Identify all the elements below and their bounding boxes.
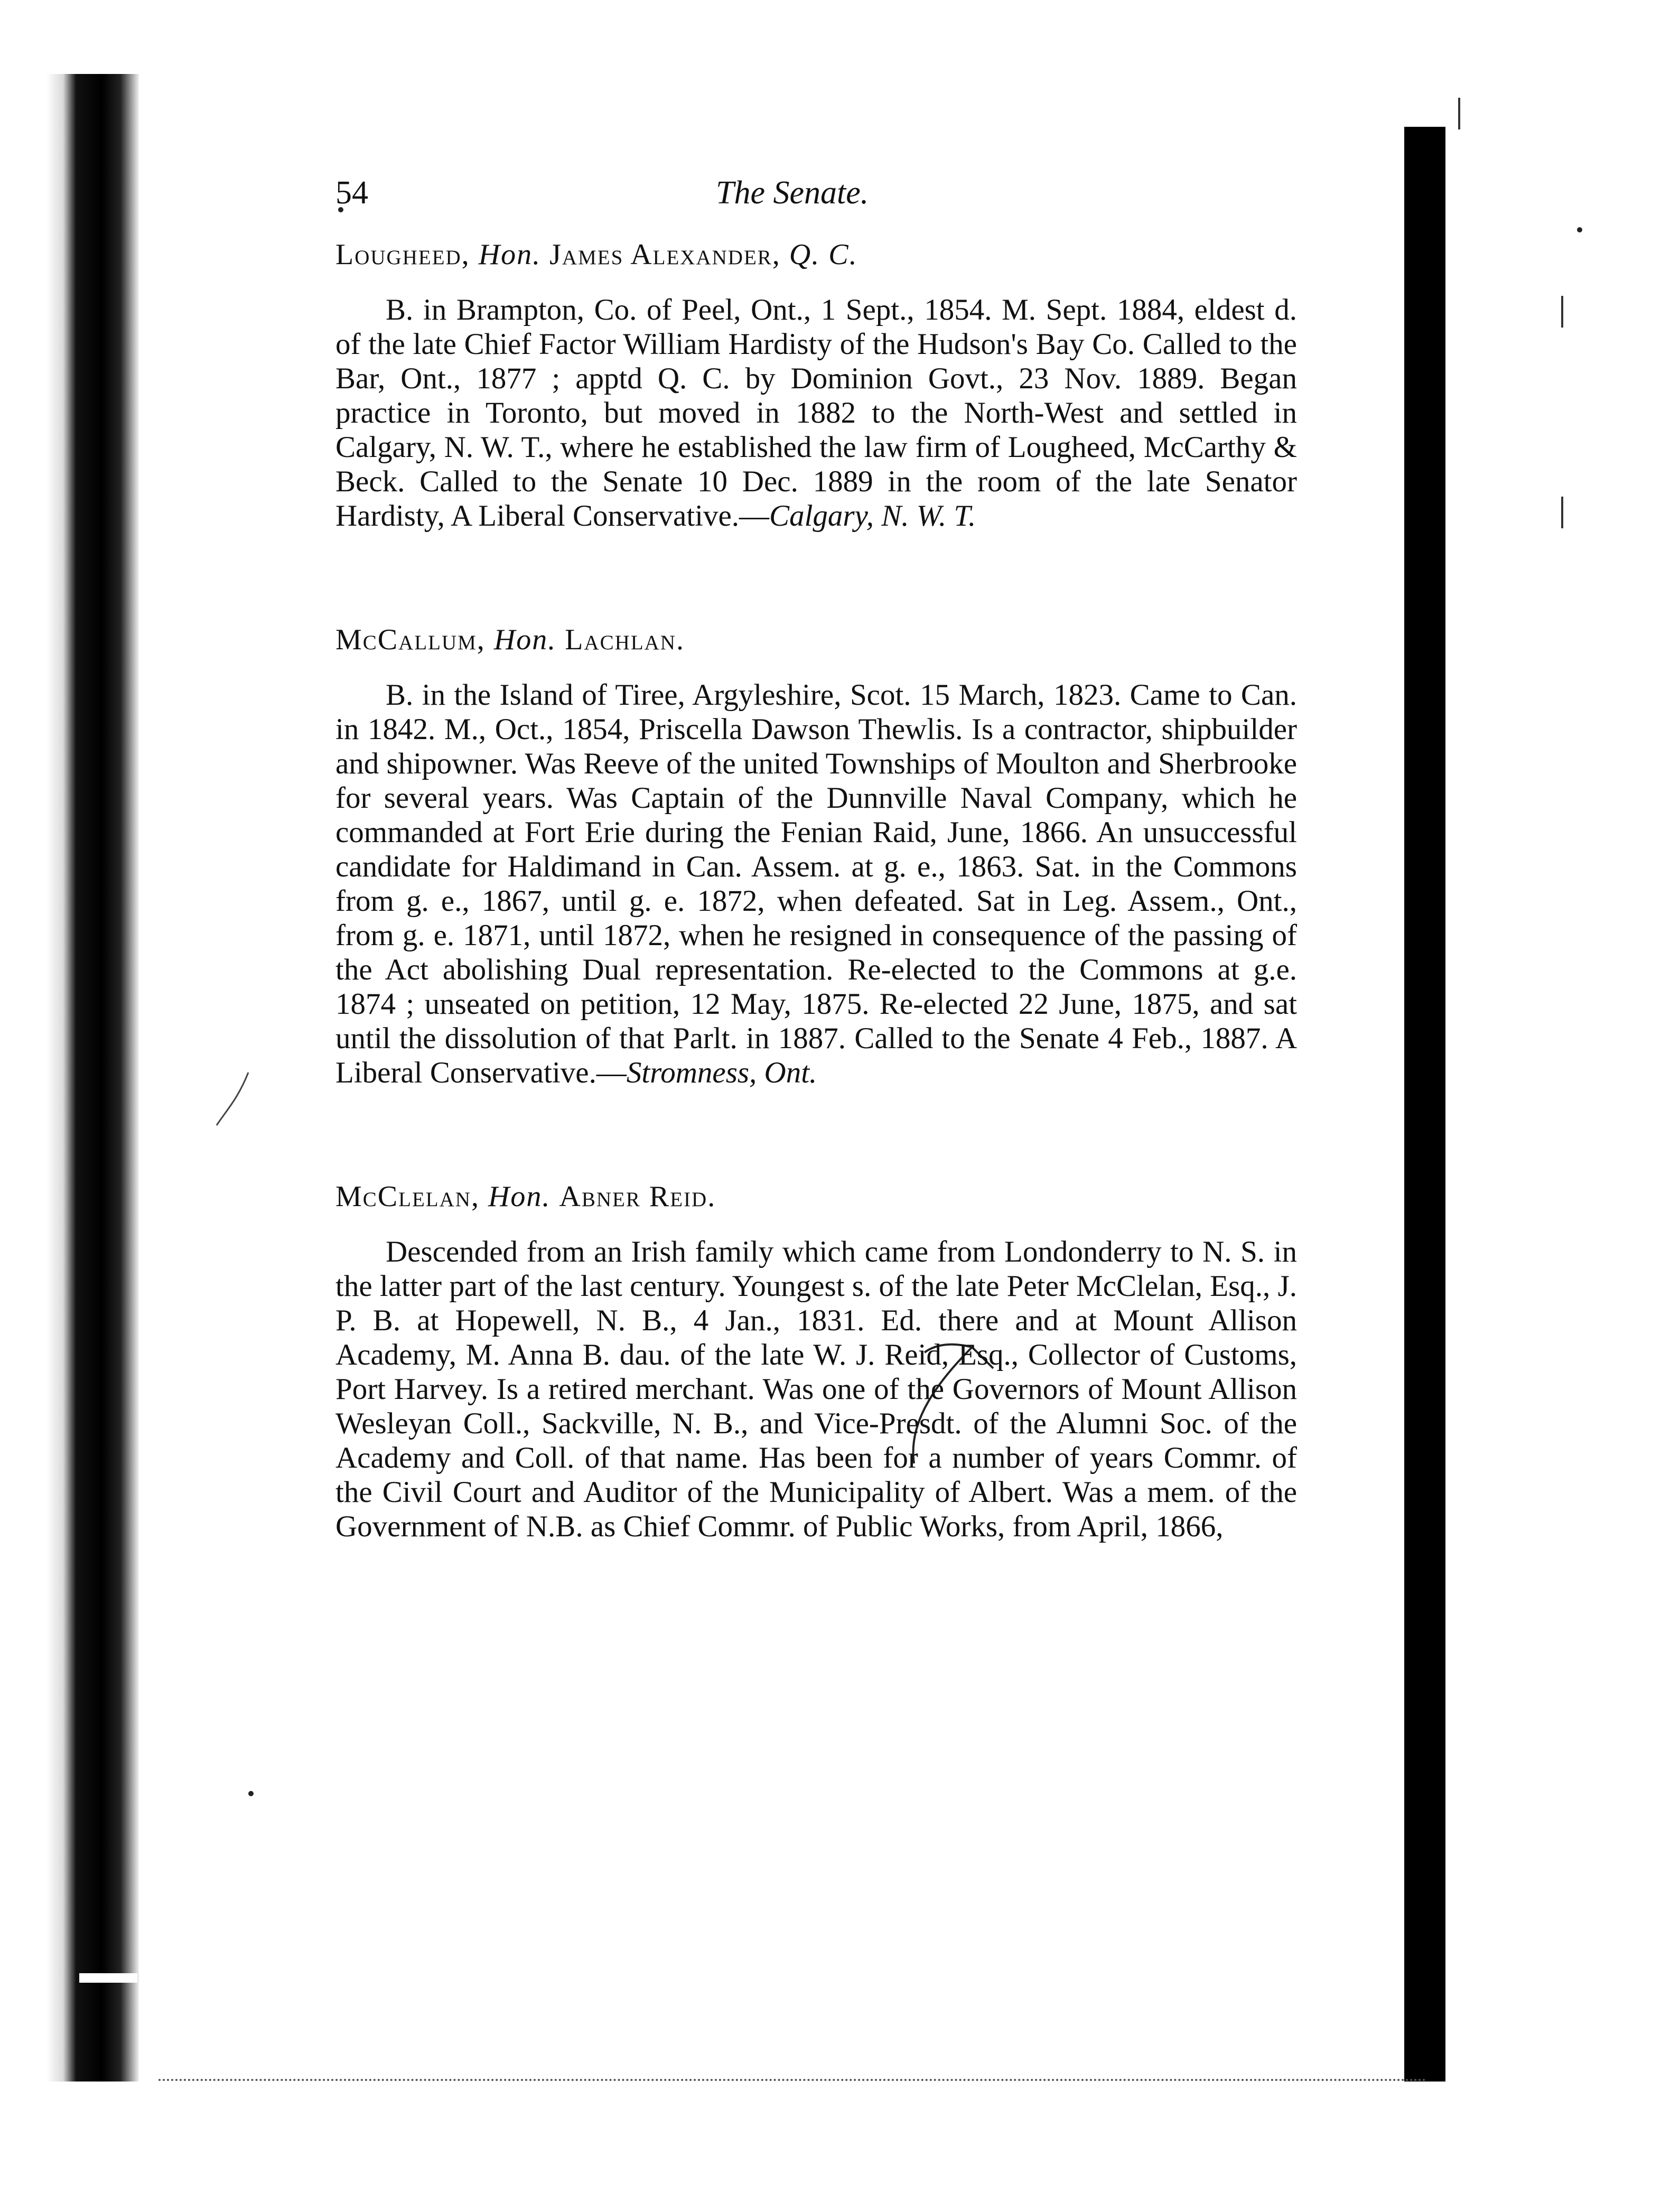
scan-page-edge-right — [1404, 127, 1445, 2082]
scan-binding-edge-left — [46, 74, 139, 2082]
entry-honorific: Hon. — [488, 1180, 551, 1213]
page-number: 54 — [335, 175, 368, 211]
entry-heading — [335, 1180, 1297, 1214]
running-head-title: The Senate. — [716, 175, 869, 211]
entry-body — [335, 293, 1297, 533]
entry-honorific: Hon. — [478, 238, 542, 271]
handwritten-stroke — [206, 1067, 259, 1131]
scan-bottom-edge — [158, 2079, 1426, 2081]
entry-body-text: Descended from an Irish family which came from Londonderry to N. S. in the latter part of the last century. Youngest s. of the late Peter McClelan, Esq., J. P. B. at Hopewell, N. B., 4 Jan., 1831. Ed. there and at Mount Allison Academy, M. Anna B. dau. of the late W. J. Reid, Esq., Collector of Customs, Port Harvey. Is a retired merchant. Was one of the Governors of Mount Allison Wesleyan Coll., Sackville, N. B., and Vice-Presdt. of the Alumni Soc. of the Academy and Coll. of that name. Has been for a number of years Commr. of the Civil Court and Auditor of the Municipality of Albert. Was a mem. of the Government of N.B. as Chief Commr. of Public Works, from April, 1866, — [335, 1235, 1297, 1543]
entry-given-names: Lachlan. — [565, 623, 685, 656]
entry-given-names: Abner Reid. — [559, 1180, 716, 1213]
biography-entry — [335, 1180, 1297, 1544]
entry-heading — [335, 623, 1297, 657]
scan-mark — [1458, 98, 1460, 129]
entry-body-text: B. in the Island of Tiree, Argyleshire, Scot. 15 March, 1823. Came to Can. in 1842. M., Oct., 1854, Priscella Dawson Thewlis. Is a contractor, shipbuilder and shipowner. Was Reeve of the united Townships of Moulton and Sherbrooke for several years. Was Captain of the Dunnville Naval Company, which he commanded at Fort Erie during the Fenian Raid, June, 1866. An unsuccessful candidate for Haldimand in Can. Assem. at g. e., 1863. Sat. in the Commons from g. e., 1867, until g. e. 1872, when defeated. Sat in Leg. Assem., Ont., from g. e. 1871, until 1872, when he resigned in consequence of the passing of the Act abolishing Dual representation. Re-elected to the Commons at g.e. 1874 ; unseated on petition, 12 May, 1875. Re-elected 22 June, 1875, and sat until the dissolution of that Parlt. in 1887. Called to the Senate 4 Feb., 1887. A Liberal Conservative.— — [335, 678, 1297, 1089]
entry-surname: Lougheed, — [335, 238, 470, 271]
entry-residence: Calgary, N. W. T. — [769, 499, 976, 533]
scan-binding-mark — [79, 1973, 137, 1983]
biography-entry — [335, 623, 1297, 1090]
entry-heading — [335, 238, 1297, 272]
scan-speck — [1577, 227, 1582, 232]
entry-suffix: Q. C. — [789, 238, 858, 271]
entry-residence: Stromness, Ont. — [626, 1056, 817, 1089]
document-page — [335, 174, 1297, 1544]
entry-body-text: B. in Brampton, Co. of Peel, Ont., 1 Sept., 1854. M. Sept. 1884, eldest d. of the late Chief Factor William Hardisty of the Hudson's Bay Co. Called to the Bar, Ont., 1877 ; apptd Q. C. by Dominion Govt., 23 Nov. 1889. Began practice in Toronto, but moved in 1882 to the North-West and settled in Calgary, N. W. T., where he established the law firm of Lougheed, McCarthy & Beck. Called to the Senate 10 Dec. 1889 in the room of the late Senator Hardisty, A Liberal Conservative.— — [335, 293, 1297, 533]
scan-mark — [1561, 497, 1563, 528]
biography-entry — [335, 238, 1297, 533]
entry-given-names: James Alexander, — [549, 238, 781, 271]
scan-speck — [248, 1791, 254, 1796]
entry-surname: McClelan, — [335, 1180, 480, 1213]
entry-body — [335, 1235, 1297, 1544]
entry-surname: McCallum, — [335, 623, 486, 656]
entry-honorific: Hon. — [493, 623, 557, 656]
entry-body — [335, 678, 1297, 1090]
scan-mark — [1561, 296, 1563, 328]
running-head — [335, 174, 1297, 227]
